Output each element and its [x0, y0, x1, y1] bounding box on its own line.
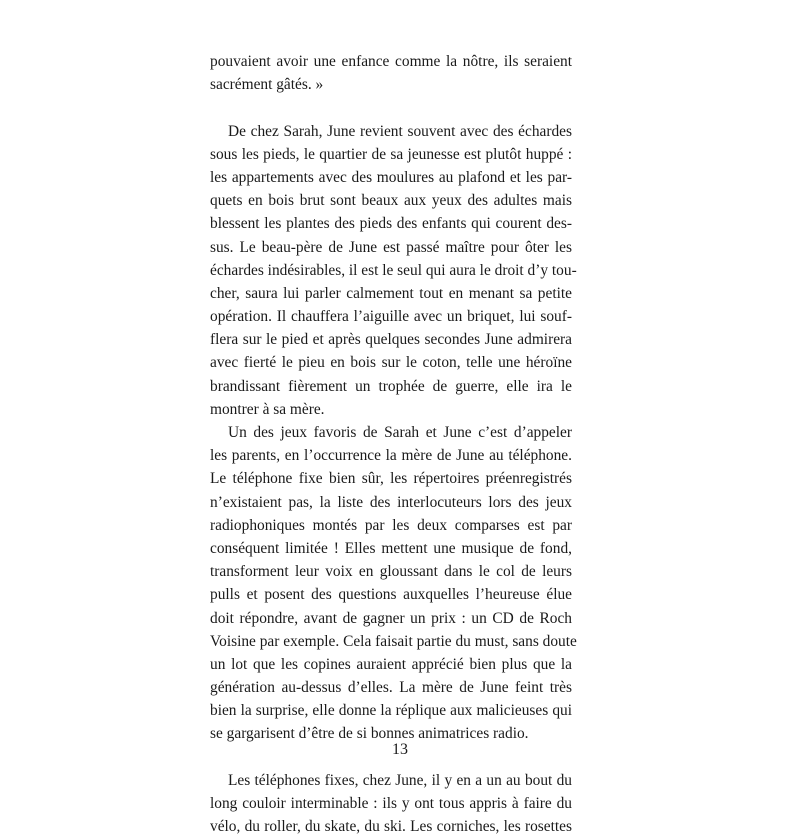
text-line: montrer à sa mère. — [210, 400, 325, 418]
text-line: quets en bois brut sont beaux aux yeux des adultes mais — [210, 192, 572, 210]
text-line: Un des jeux favoris de Sarah et June c’est d’appeler — [228, 424, 572, 441]
text-line: sus. Le beau-père de June est passé maître pour ôter les — [210, 238, 572, 256]
text-line: sous les pieds, le quartier de sa jeunesse est plutôt huppé : — [210, 145, 572, 163]
text-line: transforment leur voix en gloussant dans le col de leurs — [210, 563, 572, 581]
text-line: vélo, du roller, du skate, du ski. Les corniches, les rosettes — [210, 818, 572, 836]
text-line: se gargarisent d’être de si bonnes animatrices radio. — [210, 725, 529, 743]
text-line: avec fierté le pieu en bois sur le coton, telle une héroïne — [210, 354, 572, 372]
paragraph — [210, 421, 577, 746]
text-line: long couloir interminable : ils y ont tous appris à faire du — [210, 795, 572, 812]
text-line: opération. Il chauffera l’aiguille avec un briquet, lui souf- — [210, 308, 572, 326]
text-line: pouvaient avoir une enfance comme la nôtre, ils seraient — [210, 53, 572, 70]
text-line: brandissant fièrement un trophée de guerre, elle ira le — [210, 377, 572, 395]
text-line: conséquent limitée ! Elles mettent une musique de fond, — [210, 539, 572, 557]
text-line: radiophoniques montés par les deux comparses est par — [210, 516, 572, 534]
text-line: un lot que les copines auraient apprécié bien plus que la — [210, 655, 572, 673]
text-line: bien la surprise, elle donne la réplique aux malicieuses qui — [210, 702, 572, 720]
paragraph — [210, 769, 572, 838]
text-line: blessent les plantes des pieds des enfants qui courent des- — [210, 215, 572, 233]
text-line: les appartements avec des moulures au plafond et les par- — [210, 168, 572, 186]
text-line: De chez Sarah, June revient souvent avec des échardes — [228, 122, 572, 140]
paragraph — [210, 120, 577, 421]
text-line: flera sur le pied et après quelques secondes June admirera — [210, 331, 572, 349]
text-line: doit répondre, avant de gagner un prix : un CD de Roch — [210, 609, 572, 627]
text-line: cher, saura lui parler calmement tout en menant sa petite — [210, 284, 572, 302]
text-line: échardes indésirables, il est le seul qui aura le droit d’y tou- — [210, 261, 577, 279]
text-line: Les téléphones fixes, chez June, il y en a un au bout du — [228, 771, 572, 789]
text-line: pulls et posent des questions auxquelles l’heureuse élue — [210, 586, 572, 604]
text-line: sacrément gâtés. » — [210, 76, 324, 94]
text-line: n’existaient pas, la liste des interlocuteurs lors des jeux — [210, 493, 572, 511]
body-text — [210, 50, 577, 838]
paragraph-gap — [210, 96, 572, 119]
paragraph — [210, 50, 572, 96]
text-line: Voisine par exemple. Cela faisait partie du must, sans doute — [210, 632, 577, 650]
text-line: génération au-dessus d’elles. La mère de June feint très — [210, 679, 572, 697]
page-number: 13 — [392, 741, 408, 758]
text-line: les parents, en l’occurrence la mère de June au téléphone. — [210, 447, 572, 465]
text-line: Le téléphone fixe bien sûr, les répertoires préenregistrés — [210, 470, 572, 488]
